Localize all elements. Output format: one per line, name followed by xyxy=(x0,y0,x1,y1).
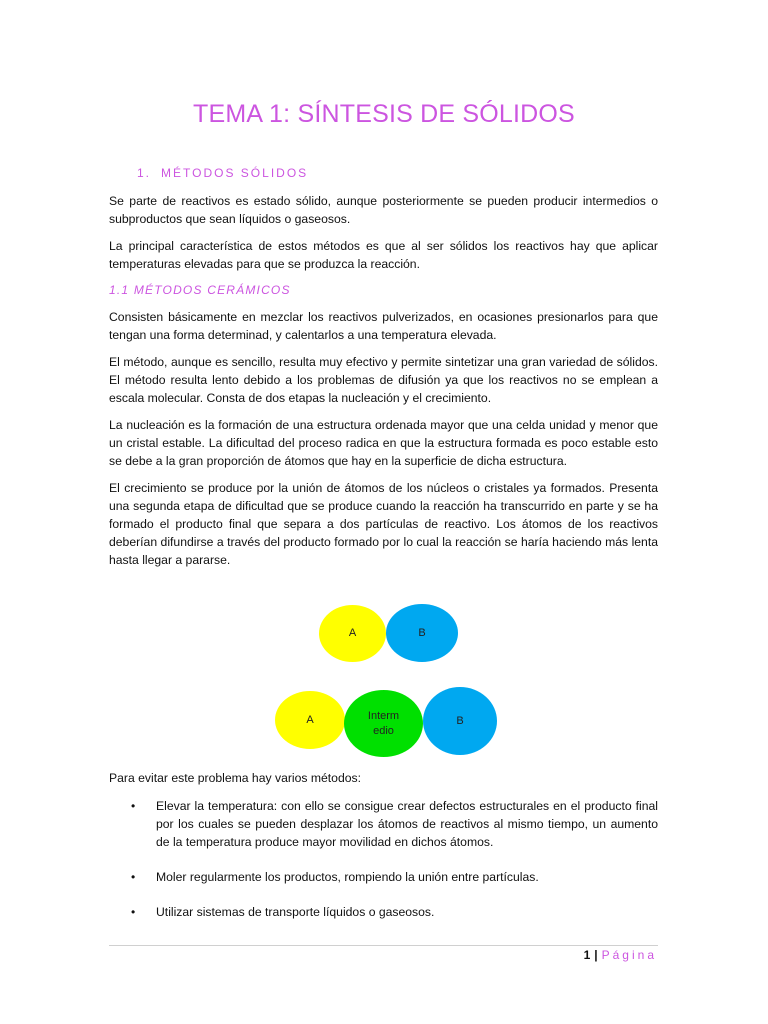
paragraph: La principal característica de estos métodos es que al ser sólidos los reactivos hay que aplicar temperaturas elevadas para que se produzca la reacción. xyxy=(109,239,658,271)
page-number: 1 xyxy=(583,948,591,962)
footer-rule xyxy=(109,945,658,946)
list-item-text: Elevar la temperatura: con ello se consigue crear defectos estructurales en el producto final por los cuales se pueden desplazar los átomos de reactivos al mismo tiempo, un aumento de la temperatura produce mayor movilidad en dichos átomos. xyxy=(156,799,658,849)
page-footer xyxy=(584,948,657,962)
footer-separator: | xyxy=(594,948,598,962)
section-heading xyxy=(137,166,308,180)
list-item-text: Moler regularmente los productos, rompiendo la unión entre partículas. xyxy=(156,870,539,884)
document-title: TEMA 1: SÍNTESIS DE SÓLIDOS xyxy=(193,100,575,128)
reactant-a-circle xyxy=(319,605,386,662)
paragraph: La nucleación es la formación de una estructura ordenada mayor que una celda unidad y menor que un cristal estable. La dificultad del proceso radica en que la estructura formada es poco estable esto se debe a la gran proporción de átomos que hay en la superficie de dicha estructura. xyxy=(109,418,658,468)
reactant-a-circle xyxy=(275,691,345,749)
paragraph: El crecimiento se produce por la unión de átomos de los núcleos o cristales ya formados. Presenta una segunda etapa de dificultad que se produce cuando la reacción ha transcurrido en parte y se ha formado el producto final que separa a dos partículas de reactivo. Los átomos de los reactivos deberían difundirse a través del producto formado por lo cual la reacción se haría haciendo más lenta hasta llegar a pararse. xyxy=(109,481,658,567)
reactant-b-circle xyxy=(423,687,497,755)
list-item-text: Utilizar sistemas de transporte líquidos o gaseosos. xyxy=(156,905,435,919)
bullet-icon: • xyxy=(131,870,136,884)
section-heading-text: MÉTODOS SÓLIDOS xyxy=(161,166,309,180)
intermediate-label: Interm edio xyxy=(367,709,400,737)
paragraph: Para evitar este problema hay varios métodos: xyxy=(109,771,361,785)
paragraph: Se parte de reactivos es estado sólido, aunque posteriormente se pueden producir intermedios o subproductos que sean líquidos o gaseosos. xyxy=(109,194,658,226)
section-number: 1. xyxy=(137,166,152,180)
bullet-icon: • xyxy=(131,905,136,919)
reactant-a-label: A xyxy=(306,713,314,726)
intermediate-circle xyxy=(344,690,423,757)
page-label: Página xyxy=(601,948,657,962)
reactant-b-label: B xyxy=(418,626,426,639)
subsection-heading: 1.1 MÉTODOS CERÁMICOS xyxy=(109,283,291,297)
reactant-b-circle xyxy=(386,604,458,662)
reactant-a-label: A xyxy=(348,627,357,639)
paragraph: El método, aunque es sencillo, resulta muy efectivo y permite sintetizar una gran variedad de sólidos. El método resulta lento debido a los problemas de difusión ya que los reactivos no se emplean a escala molecular. Consta de dos etapas la nucleación y el crecimiento. xyxy=(109,355,658,405)
bullet-icon: • xyxy=(131,799,136,813)
reactant-b-label: B xyxy=(456,714,464,727)
paragraph: Consisten básicamente en mezclar los reactivos pulverizados, en ocasiones presionarlos para que tengan una forma determinad, y calentarlos a una temperatura elevada. xyxy=(109,310,658,342)
